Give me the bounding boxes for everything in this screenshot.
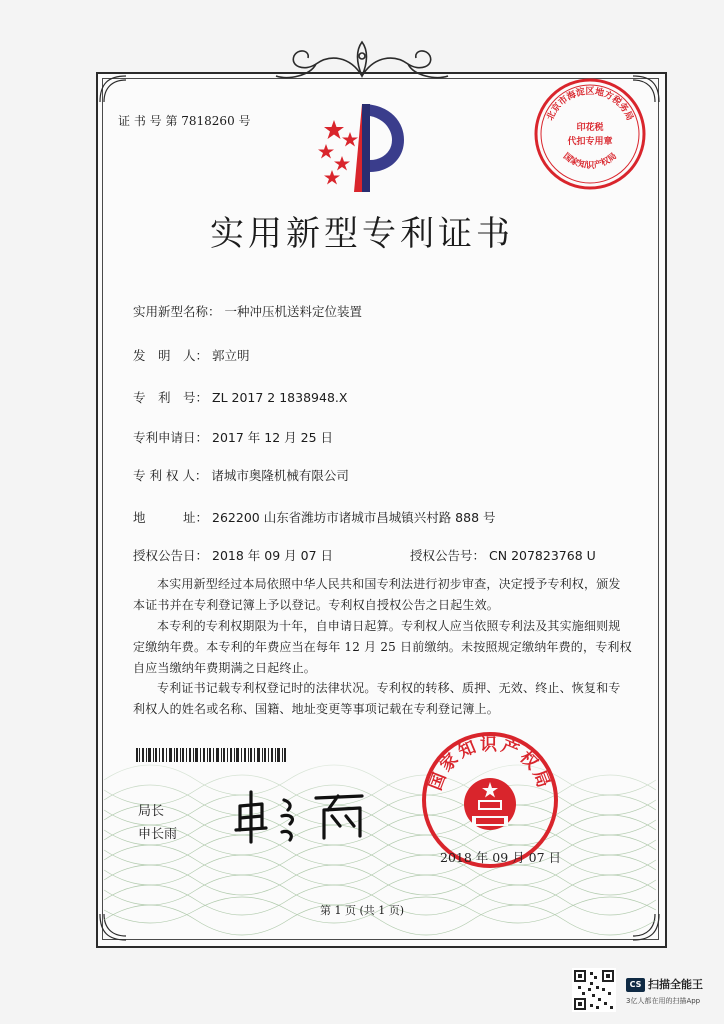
patent-number-row [133,388,347,406]
corner-ornament-top-left [98,74,128,104]
address-value: 262200 山东省潍坊市诸城市昌城镇兴村路 888 号 [212,510,496,525]
paragraph-3-line-2: 利权人的姓名或名称、国籍、地址变更等事项记载在专利登记簿上。 [133,702,500,716]
director-title: 局长 [138,804,165,819]
camscanner-logo-icon: CS [626,978,645,992]
paragraph-2-line-3: 自应当缴纳年费期满之日起终止。 [133,661,317,675]
inventor-label: 发 明 人： [133,348,209,363]
certificate-title: 实用新型专利证书 [210,214,514,254]
paragraph-term [133,616,653,679]
filing-date-value: 2017 年 12 月 25 日 [212,430,334,445]
patent-number-label: 专 利 号： [133,390,209,405]
small-seal-inner-line-2: 代扣专用章 [567,137,613,147]
utility-model-name-label: 实用新型名称： [133,304,221,319]
paragraph-examination [133,574,653,616]
certificate-number: 证 书 号 第 7818260 号 [118,114,251,128]
big-seal-arc-text: 国家知识产权局 [425,735,555,794]
top-ornament [270,36,454,84]
seal-date: 2018 年 09 月 07 日 [440,850,561,865]
camscanner-tagline: 3亿人都在用的扫描App [626,997,701,1005]
director-name: 申长雨 [138,827,178,842]
paragraph-2-line-1: 本专利的专利权期限为十年，自申请日起算。专利权人应当依照专利法及其实施细则规 [157,619,621,633]
inventor-value: 郭立明 [212,348,250,363]
grant-date-row [133,546,333,564]
paragraph-1-line-2: 本证书并在专利登记簿上予以登记。专利权自授权公告之日起生效。 [133,598,500,612]
patentee-row [133,466,349,484]
patentee-label: 专 利 权 人： [133,468,208,483]
tax-seal-stamp [532,76,648,192]
svg-text:国家知识产权局 [561,151,619,171]
grant-date-label: 授权公告日： [133,548,209,563]
grant-date-value: 2018 年 09 月 07 日 [212,548,334,563]
utility-model-name-value: 一种冲压机送料定位装置 [224,304,363,319]
address-label: 地 址： [133,510,209,525]
paragraph-3-line-1: 专利证书记载专利权登记时的法律状况。专利权的转移、质押、无效、终止、恢复和专 [157,681,621,695]
filing-date-row [133,428,333,446]
qr-code-icon [572,968,616,1012]
grant-number-row [410,546,596,564]
page-number: 第 1 页 (共 1 页) [319,904,405,917]
small-seal-inner-line-1: 印花税 [576,123,604,133]
paragraph-legal-status [133,678,653,720]
filing-date-label: 专利申请日： [133,430,209,445]
patent-number-value: ZL 2017 2 1838948.X [212,390,348,405]
patent-office-logo-icon [304,98,422,196]
address-row [133,508,496,526]
barcode [136,748,286,762]
small-seal-outer-text: 北京市海淀区地方税务局 [545,87,635,123]
utility-model-name-row [133,302,362,320]
grant-number-value: CN 207823768 U [489,548,596,563]
paragraph-1-line-1: 本实用新型经过本局依照中华人民共和国专利法进行初步审查，决定授予专利权，颁发 [157,577,621,591]
patentee-value: 诸城市奥隆机械有限公司 [211,468,349,483]
inventor-row [133,346,250,364]
director-signature [232,786,382,846]
grant-number-label: 授权公告号： [410,548,486,563]
camscanner-app-name: 扫描全能王 [648,978,703,991]
paragraph-2-line-2: 定缴纳年费。本专利的年费应当在每年 12 月 25 日前缴纳。未按照规定缴纳年费的，专利权 [133,640,632,654]
small-seal-bottom-text: 国家知识产权局 [561,151,619,171]
